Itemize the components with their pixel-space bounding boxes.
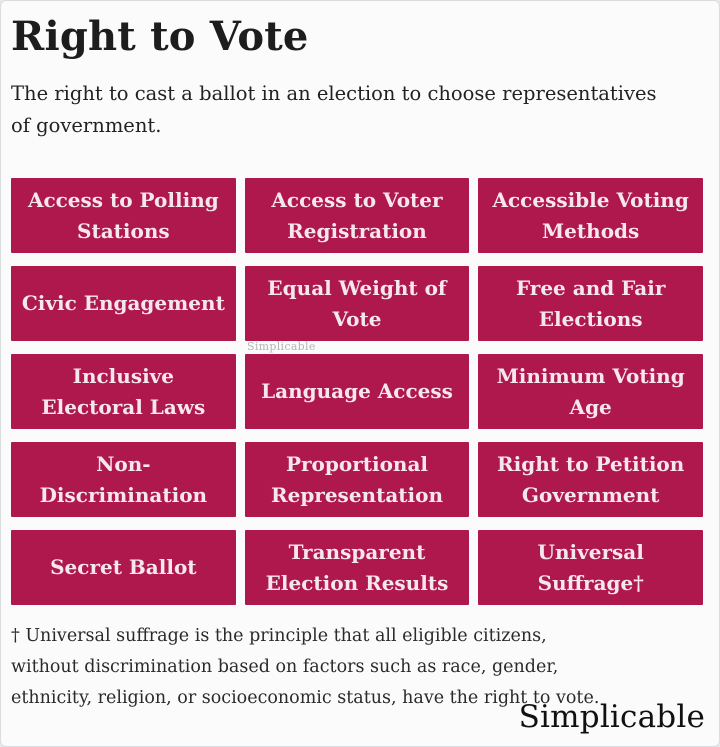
grid-cell-free-and-fair-elections: Free and Fair Elections — [478, 266, 703, 341]
grid-cell-minimum-voting-age: Minimum Voting Age — [478, 354, 703, 429]
grid-cell-civic-engagement: Civic Engagement — [11, 266, 236, 341]
grid-cell-right-to-petition-government: Right to Petition Government — [478, 442, 703, 517]
grid-cell-access-to-voter-registration: Access to Voter Registration — [245, 178, 470, 253]
grid-cell-proportional-representation: Proportional Representation — [245, 442, 470, 517]
grid-cell-universal-suffrage: Universal Suffrage† — [478, 530, 703, 605]
grid-cell-language-access: Language Access — [245, 354, 470, 429]
footnote-text: † Universal suffrage is the principle that all eligible citizens, without discrimination based on factors such as race, gender, ethnicity, religion, or socioeconomic status, have the right to vote. — [11, 626, 600, 709]
grid-cell-non-discrimination: Non-Discrimination — [11, 442, 236, 517]
grid-cell-transparent-election-results: Transparent Election Results — [245, 530, 470, 605]
concept-grid — [11, 178, 703, 605]
grid-cell-secret-ballot: Secret Ballot — [11, 530, 236, 605]
brand-logotype: Simplicable — [518, 699, 705, 735]
grid-cell-equal-weight-of-vote: Equal Weight of Vote — [245, 266, 470, 341]
grid-cell-accessible-voting-methods: Accessible Voting Methods — [478, 178, 703, 253]
definition-text: The right to cast a ballot in an election to choose representatives of government. — [11, 82, 657, 137]
grid-cell-access-to-polling-stations: Access to Polling Stations — [11, 178, 236, 253]
watermark-text: Simplicable — [247, 340, 316, 353]
page-title: Right to Vote — [11, 13, 309, 60]
grid-cell-inclusive-electoral-laws: Inclusive Electoral Laws — [11, 354, 236, 429]
